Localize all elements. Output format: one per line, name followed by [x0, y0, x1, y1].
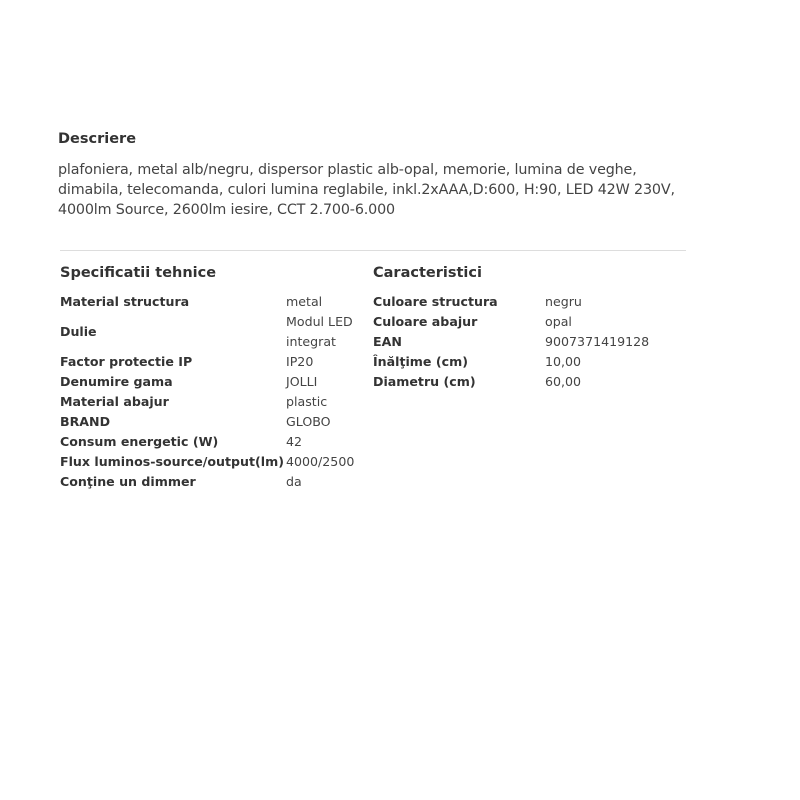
- spec-label: Material abajur: [60, 394, 169, 409]
- characteristic-value: 10,00: [545, 354, 582, 369]
- spec-value: Modul LED integrat: [286, 314, 353, 349]
- description-title: Descriere: [58, 131, 137, 147]
- characteristic-value: opal: [545, 314, 572, 329]
- table-row: [60, 372, 362, 392]
- characteristics-title: Caracteristici: [373, 265, 482, 281]
- spec-label: Material structura: [60, 294, 190, 309]
- spec-label: Consum energetic (W): [60, 434, 219, 449]
- table-row: [373, 292, 685, 312]
- table-row: [60, 412, 362, 432]
- spec-label: Factor protectie IP: [60, 354, 193, 369]
- characteristic-value: 60,00: [545, 374, 582, 389]
- spec-value: GLOBO: [286, 414, 331, 429]
- table-row: [60, 352, 362, 372]
- section-divider: [60, 250, 686, 251]
- table-row: [60, 452, 362, 472]
- specs-table: [60, 292, 362, 492]
- characteristic-value: negru: [545, 294, 582, 309]
- characteristic-label: Diametru (cm): [373, 374, 476, 389]
- table-row: [373, 332, 685, 352]
- description-text: plafoniera, metal alb/negru, dispersor plastic alb-opal, memorie, lumina de veghe, dimabila, telecomanda, culori lumina reglabile, inkl.2xAAA,D:600, H:90, LED 42W 230V, 4000lm Source, 2600lm iesire, CCT 2.700-6.000: [58, 162, 675, 218]
- characteristic-label: Culoare structura: [373, 294, 498, 309]
- table-row: [373, 372, 685, 392]
- spec-value: 42: [286, 434, 303, 449]
- spec-label: Conţine un dimmer: [60, 474, 196, 489]
- characteristic-label: Culoare abajur: [373, 314, 478, 329]
- specs-title: Specificatii tehnice: [60, 265, 217, 281]
- table-row: [373, 352, 685, 372]
- spec-value: 4000/2500: [286, 454, 355, 469]
- table-row: [60, 472, 362, 492]
- table-row: [60, 432, 362, 452]
- spec-value: IP20: [286, 354, 314, 369]
- table-row: [60, 392, 362, 412]
- characteristic-value: 9007371419128: [545, 334, 650, 349]
- spec-label: Dulie: [60, 324, 97, 339]
- spec-value: JOLLI: [286, 374, 318, 389]
- characteristics-table: [373, 292, 685, 392]
- spec-label: Denumire gama: [60, 374, 173, 389]
- table-row: [60, 292, 362, 312]
- spec-value: da: [286, 474, 302, 489]
- spec-label: Flux luminos-source/output(lm): [60, 454, 284, 469]
- table-row: [60, 312, 362, 352]
- spec-label: BRAND: [60, 414, 111, 429]
- spec-value: plastic: [286, 394, 328, 409]
- characteristic-label: EAN: [373, 334, 402, 349]
- table-row: [373, 312, 685, 332]
- spec-value: metal: [286, 294, 323, 309]
- characteristic-label: Înălţime (cm): [373, 354, 468, 369]
